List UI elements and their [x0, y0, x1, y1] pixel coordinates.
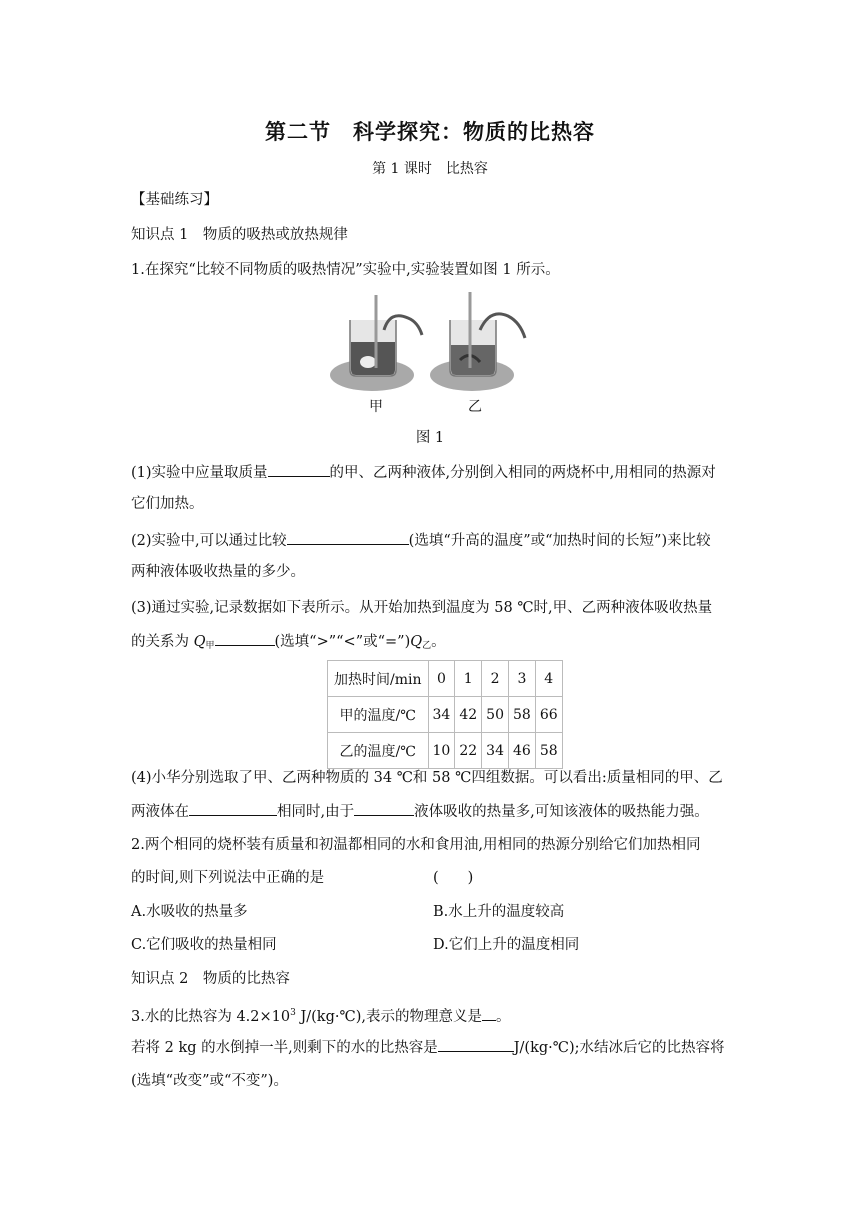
- table-cell: 42: [455, 697, 482, 733]
- q1-part2-text-a: (2)实验中,可以通过比较: [131, 533, 287, 549]
- q1-part2-line1: [131, 530, 711, 551]
- table-header-cell: 加热时间/min: [328, 661, 429, 697]
- knowledge-point-1: 知识点 1 物质的吸热或放热规律: [131, 227, 348, 243]
- q3-text-d: 若将 2 kg 的水倒掉一半,则剩下的水的比热容是: [131, 1040, 438, 1056]
- q1-part2-blank[interactable]: [287, 530, 409, 545]
- data-table: [327, 660, 563, 769]
- q1-part1-text-b: 的甲、乙两种液体,分别倒入相同的两烧杯中,用相同的热源对: [329, 465, 716, 481]
- q3-blank-2[interactable]: [438, 1037, 514, 1052]
- q1-part1-text-a: (1)实验中应量取质量: [131, 465, 268, 481]
- table-header-cell: 乙的温度/℃: [328, 733, 429, 769]
- q1-part4-line2: [131, 801, 709, 822]
- page-title: 第二节 科学探究：物质的比热容: [265, 120, 595, 144]
- table-cell: 10: [428, 733, 455, 769]
- q1-part4-text-b: 两液体在: [131, 804, 189, 820]
- q1-part4-blank-1[interactable]: [189, 801, 277, 816]
- table-cell: 4: [535, 661, 562, 697]
- q1-part3-line1: (3)通过实验,记录数据如下表所示。从开始加热到温度为 58 ℃时,甲、乙两种液体吸收热量: [131, 600, 713, 616]
- lesson-subtitle: 第 1 课时 比热容: [372, 161, 488, 177]
- q1-part3-sub-jia: 甲: [205, 641, 215, 651]
- table-cell: 0: [428, 661, 455, 697]
- q1-part1-line2: 它们加热。: [131, 496, 204, 512]
- table-cell: 1: [455, 661, 482, 697]
- q1-part3-blank[interactable]: [215, 631, 275, 646]
- table-cell: 3: [508, 661, 535, 697]
- beaker-yi: [430, 292, 525, 391]
- table-row: [328, 733, 563, 769]
- figure-label-jia: 甲: [369, 399, 383, 415]
- q1-stem: 1.在探究“比较不同物质的吸热情况”实验中,实验装置如图 1 所示。: [131, 262, 560, 278]
- q2-option-c[interactable]: C.它们吸收的热量相同: [131, 937, 277, 953]
- q3-text-b: J/(kg·℃),表示的物理意义是: [295, 1009, 482, 1025]
- knowledge-point-2: 知识点 2 物质的比热容: [131, 971, 290, 987]
- q3-line1: [131, 1003, 510, 1027]
- q3-line2: [131, 1037, 725, 1058]
- q2-answer-bracket[interactable]: ( ): [433, 870, 474, 886]
- q1-part2-line2: 两种液体吸收热量的多少。: [131, 564, 305, 580]
- table-cell: 66: [535, 697, 562, 733]
- q1-part3-text-b: 的关系为: [131, 634, 194, 650]
- table-cell: 22: [455, 733, 482, 769]
- table-cell: 34: [482, 733, 509, 769]
- q3-blank-1[interactable]: [482, 1006, 496, 1021]
- table-row: [328, 661, 563, 697]
- figure-label-yi: 乙: [468, 399, 482, 415]
- q1-part3-sub-yi: 乙: [422, 641, 432, 651]
- table-cell: 50: [482, 697, 509, 733]
- q1-part4-line1: (4)小华分别选取了甲、乙两种物质的 34 ℃和 58 ℃四组数据。可以看出:质量相同的甲、乙: [131, 770, 723, 786]
- table-cell: 58: [535, 733, 562, 769]
- table-cell: 46: [508, 733, 535, 769]
- q2-option-a[interactable]: A.水吸收的热量多: [131, 904, 248, 920]
- q2-option-d[interactable]: D.它们上升的温度相同: [433, 937, 580, 953]
- q1-part4-text-c: 相同时,由于: [277, 804, 355, 820]
- q1-part1-blank[interactable]: [268, 462, 330, 477]
- q1-part2-text-b: (选填“升高的温度”或“加热时间的长短”)来比较: [408, 533, 711, 549]
- section-label: 【基础练习】: [131, 192, 218, 208]
- beaker-figure: [330, 290, 530, 414]
- q3-text-e: J/(kg·℃);水结冰后它的比热容将: [513, 1040, 725, 1056]
- q2-stem-line2: 的时间,则下列说法中正确的是: [131, 870, 325, 886]
- table-cell: 34: [428, 697, 455, 733]
- q1-part4-blank-2[interactable]: [354, 801, 414, 816]
- table-cell: 58: [508, 697, 535, 733]
- q2-stem-line1: 2.两个相同的烧杯装有质量和初温都相同的水和食用油,用相同的热源分别给它们加热相同: [131, 837, 701, 853]
- table-cell: 2: [482, 661, 509, 697]
- q1-part1-line1: [131, 462, 716, 483]
- q1-part3-Q1: Q: [193, 634, 206, 650]
- q1-part3-line2: [131, 631, 446, 656]
- q1-part3-Q2: Q: [410, 634, 423, 650]
- table-header-cell: 甲的温度/℃: [328, 697, 429, 733]
- q1-part3-text-c: (选填“>”“<”或“=”): [274, 634, 411, 650]
- q2-option-b[interactable]: B.水上升的温度较高: [433, 904, 565, 920]
- q1-part4-text-d: 液体吸收的热量多,可知该液体的吸热能力强。: [414, 804, 709, 820]
- q3-text-c: 。: [495, 1009, 511, 1025]
- table-row: [328, 697, 563, 733]
- q1-part3-text-d: 。: [431, 634, 446, 650]
- q3-text-a: 3.水的比热容为 4.2×10: [131, 1009, 291, 1025]
- q3-superscript: 3: [290, 1008, 296, 1018]
- figure-caption: 图 1: [415, 430, 445, 446]
- q3-line3: (选填“改变”或“不变”)。: [131, 1073, 288, 1089]
- beaker-jia: [330, 295, 422, 391]
